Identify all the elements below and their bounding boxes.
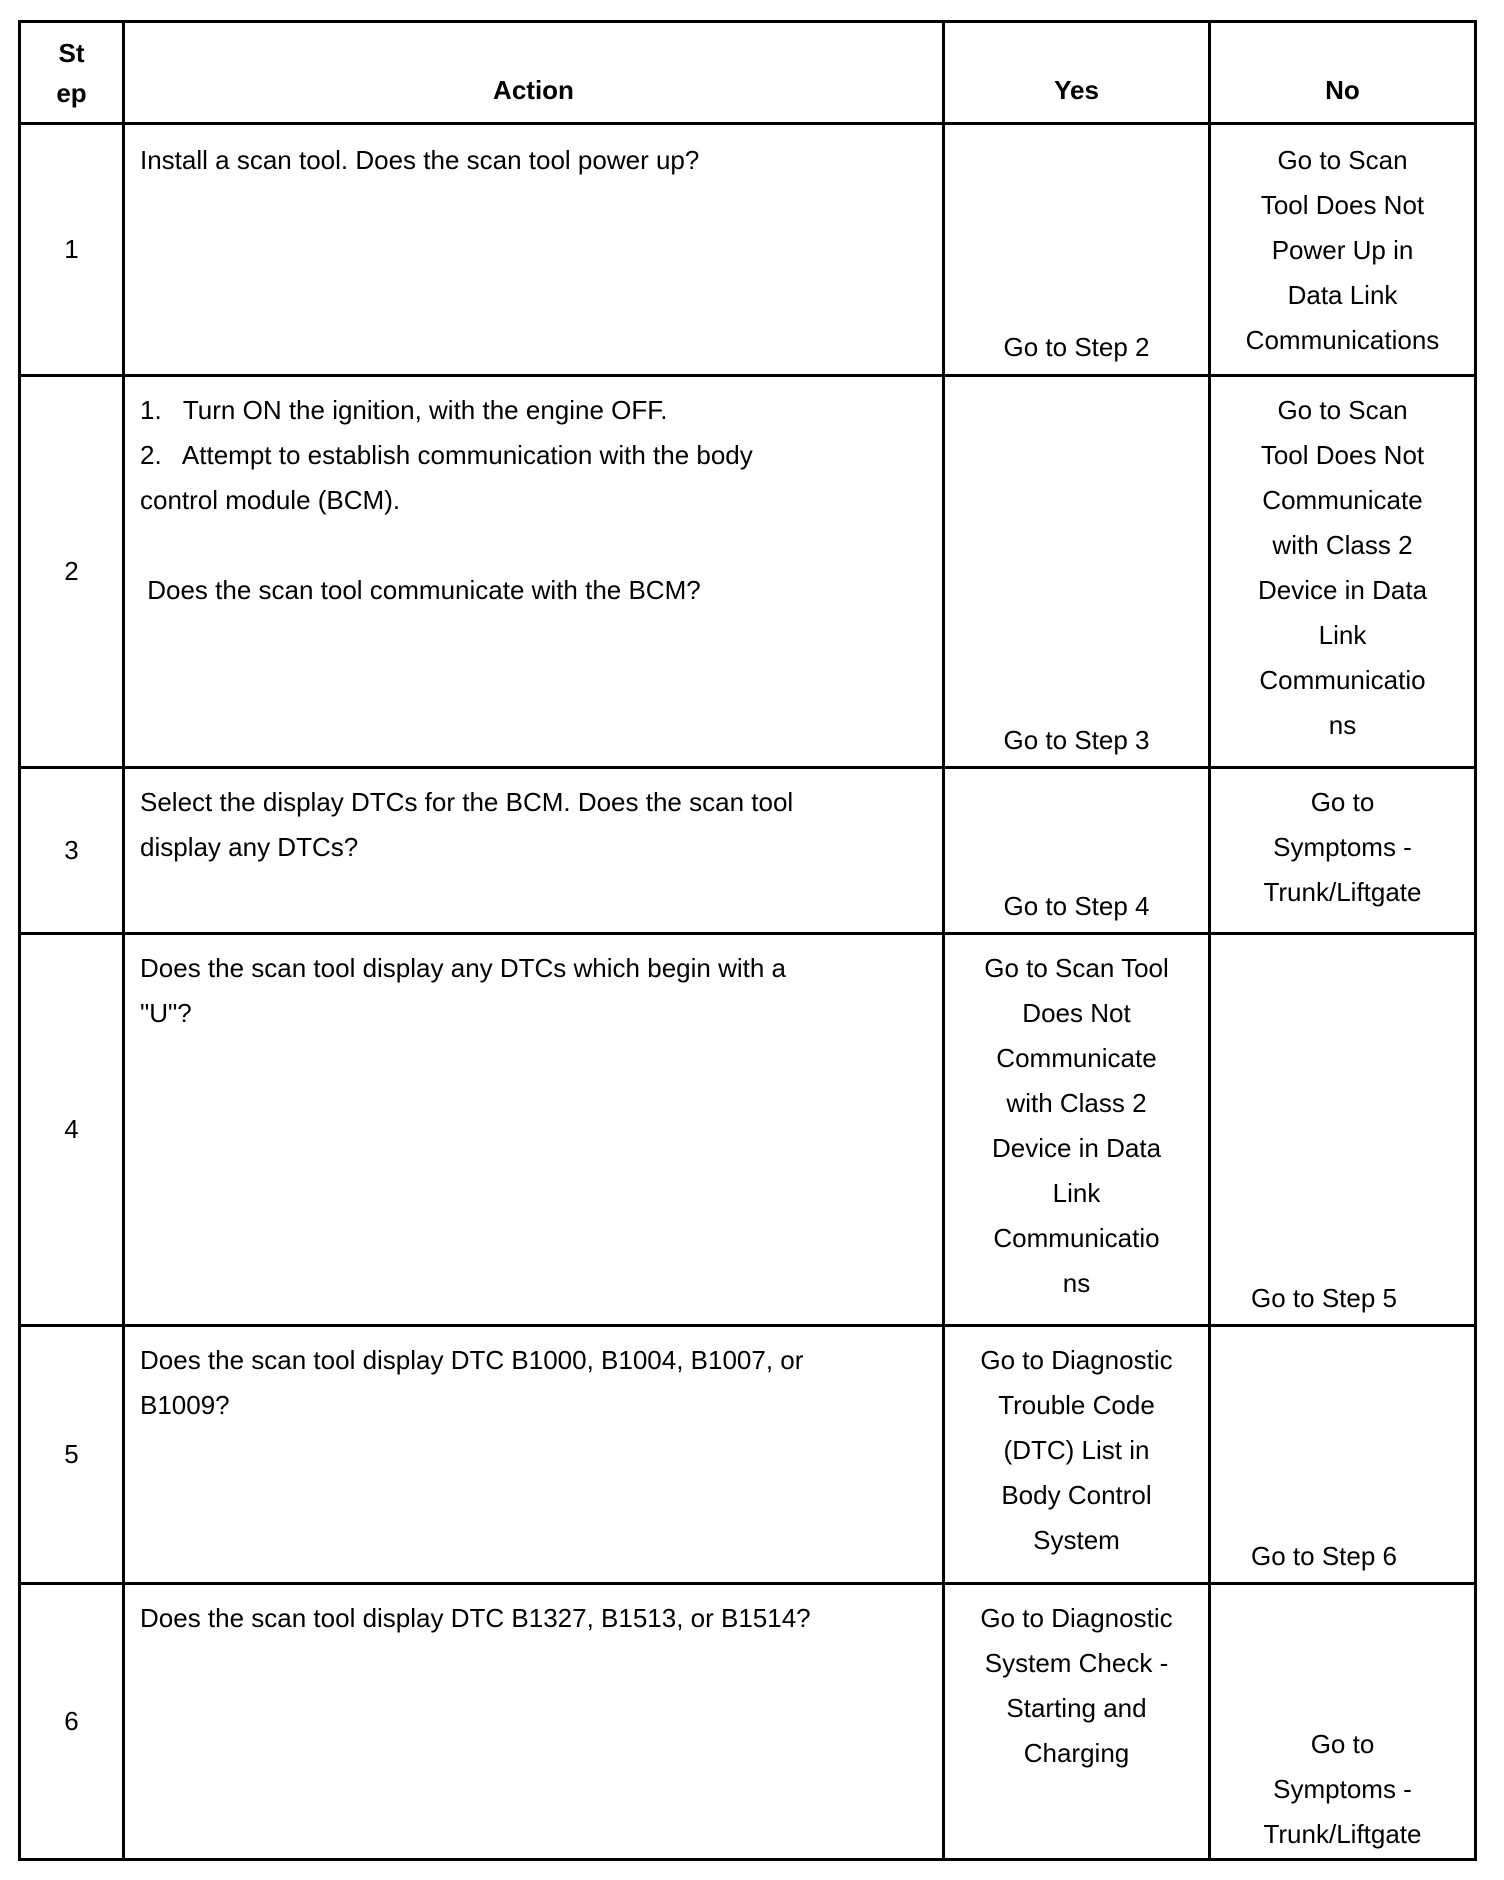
yes-text: Go to Step 2 bbox=[1003, 332, 1150, 362]
no-text: Go to Symptoms - Trunk/Liftgate bbox=[1263, 1729, 1422, 1849]
yes-text: Go to Step 4 bbox=[1003, 891, 1150, 921]
rule-col-2 bbox=[942, 20, 945, 1861]
step-number: 2 bbox=[64, 556, 79, 586]
rule-row-5 bbox=[18, 1582, 1477, 1585]
action-text: Does the scan tool display DTC B1327, B1513, or B1514? bbox=[140, 1603, 811, 1633]
action-text: Does the scan tool display DTC B1000, B1004, B1007, or B1009? bbox=[140, 1345, 804, 1420]
action-text: Does the scan tool communicate with the BCM? bbox=[140, 575, 701, 605]
action-text: 2. Attempt to establish communication with the body control module (BCM). bbox=[140, 440, 753, 515]
rule-bottom bbox=[18, 1858, 1477, 1861]
no-text: Go to Step 5 bbox=[1251, 1283, 1397, 1313]
header-yes: Yes bbox=[1054, 75, 1099, 105]
yes-text: Go to Diagnostic Trouble Code (DTC) List in Body Control System bbox=[980, 1345, 1173, 1555]
rule-top bbox=[18, 20, 1477, 23]
rule-col-1 bbox=[122, 20, 125, 1861]
yes-text: Go to Scan Tool Does Not Communicate with Class 2 Device in Data Link Communicatio ns bbox=[984, 953, 1169, 1298]
step-number: 1 bbox=[64, 234, 79, 264]
rule-row-1 bbox=[18, 374, 1477, 377]
step-number: 5 bbox=[64, 1439, 79, 1469]
no-text: Go to Step 6 bbox=[1251, 1541, 1397, 1571]
step-number: 4 bbox=[64, 1114, 79, 1144]
action-text: Select the display DTCs for the BCM. Does the scan tool display any DTCs? bbox=[140, 787, 794, 862]
action-text: Install a scan tool. Does the scan tool power up? bbox=[140, 145, 700, 175]
header-step: St ep bbox=[56, 37, 87, 108]
rule-row-2 bbox=[18, 766, 1477, 769]
step-number: 3 bbox=[64, 835, 79, 865]
yes-text: Go to Step 3 bbox=[1003, 725, 1150, 755]
no-text: Go to Symptoms - Trunk/Liftgate bbox=[1263, 787, 1422, 907]
rule-row-3 bbox=[18, 932, 1477, 935]
no-text: Go to Scan Tool Does Not Power Up in Data Link Communications bbox=[1245, 145, 1440, 355]
rule-header bbox=[18, 122, 1477, 125]
rule-row-4 bbox=[18, 1324, 1477, 1327]
rule-right bbox=[1474, 20, 1477, 1861]
yes-text: Go to Diagnostic System Check - Starting and Charging bbox=[980, 1603, 1173, 1768]
step-number: 6 bbox=[64, 1706, 79, 1736]
header-action: Action bbox=[493, 75, 574, 105]
action-text: 1. Turn ON the ignition, with the engine OFF. bbox=[140, 395, 668, 425]
action-text: Does the scan tool display any DTCs which begin with a "U"? bbox=[140, 953, 786, 1028]
no-text: Go to Scan Tool Does Not Communicate with Class 2 Device in Data Link Communicatio ns bbox=[1257, 395, 1428, 740]
header-no: No bbox=[1325, 75, 1360, 105]
